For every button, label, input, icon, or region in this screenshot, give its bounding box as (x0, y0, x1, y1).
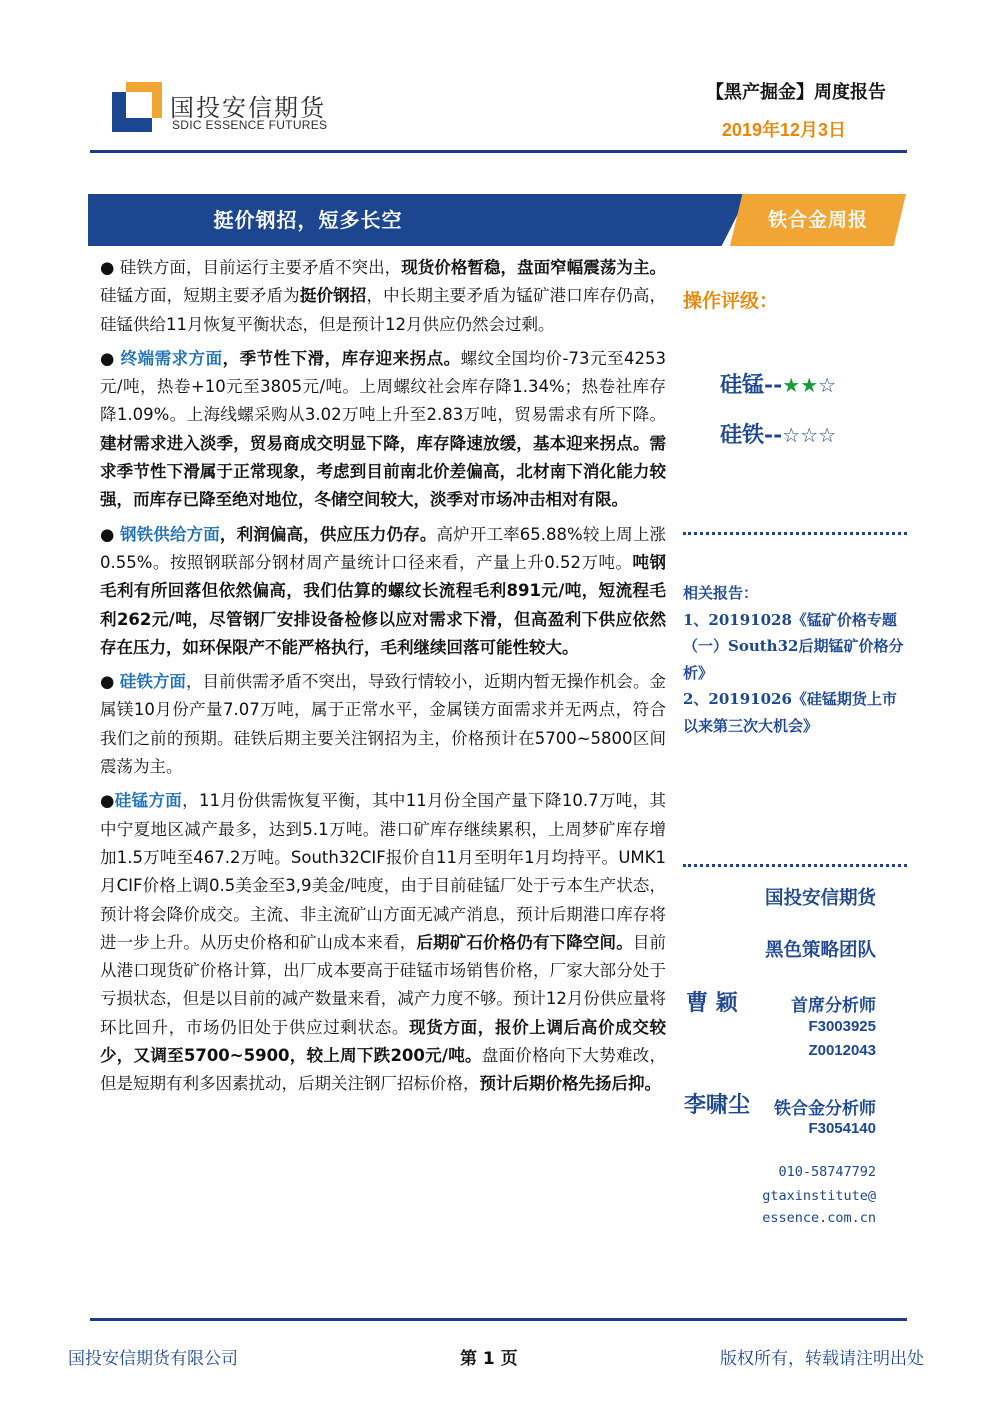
page-number: 第 1 页 (460, 1349, 518, 1369)
analyst-license: F3054140 (808, 1120, 876, 1137)
footer-divider (90, 1318, 907, 1321)
analyst-name: 曹 颖 (686, 990, 738, 1016)
header-divider (90, 150, 907, 153)
paragraph-demand: ● 终端需求方面，季节性下滑，库存迎来拐点。螺纹全国均价-73元至4253元/吨，热卷+10元至3805元/吨。上周螺纹社会库存降1.34%；热卷社库存降1.09%。上海线螺采购从3.02万吨上升至2.83万吨，贸易需求有所下降。建材需求进入淡季，贸易商成交明显下降，库存降速放缓，基本迎来拐点。需求季节性下滑属于正常现象，考虑到目前南北价差偏高，北材南下消化能力较强，而库存已降至绝对地位，冬储空间较大，淡季对市场冲击相对有限。 (100, 348, 666, 510)
footer-copyright: 版权所有，转载请注明出处 (720, 1349, 924, 1369)
company-logo-icon (112, 82, 162, 132)
star-empty-icon: ☆ (818, 373, 837, 397)
paragraph-silicomanganese: ●硅锰方面，11月份供需恢复平衡，其中11月份全国产量下降10.7万吨，其中宁夏地区减产最多，达到5.1万吨。港口矿库存继续累积，上周梦矿库存增加1.5万吨至467.2万吨。South32CIF报价自11月至明年1月均持平。UMK1月CIF价格上调0.5美金至3,9美金/吨度，由于目前硅锰厂处于亏本生产状态，预计将会降价成交。主流、非主流矿山方面无减产消息，预计后期港口库存将进一步上升。从历史价格和矿山成本来看，后期矿石价格仍有下降空间。目前从港口现货矿价格计算，出厂成本要高于硅锰市场销售价格，厂家大部分处于亏损状态，但是以目前的减产数量来看，减产力度不够。预计12月份供应量将环比回升，市场仍旧处于供应过剩状态。现货方面，报价上调后高价成交较少，又调至5700~5900，较上周下跌200元/吨。盘面价格向下大势难改，但是短期有利多因素扰动，后期关注钢厂招标价格，预计后期价格先扬后抑。 (100, 791, 667, 1094)
star-empty-icon: ☆☆☆ (782, 423, 837, 447)
related-reports-title: 相关报告： (683, 584, 759, 602)
footer-company: 国投安信期货有限公司 (68, 1349, 238, 1369)
logo-chinese-name: 国投安信期货 (170, 94, 326, 122)
sidebar-divider (683, 532, 907, 535)
analyst-title: 铁合金分析师 (774, 1099, 876, 1119)
logo-english-name: SDIC ESSENCE FUTURES (172, 118, 328, 132)
contact-email[interactable]: gtaxinstitute@ (762, 1188, 876, 1204)
section-heading-ferrosilicon: 硅铁方面 (119, 672, 186, 692)
section-heading-silicomanganese: 硅锰方面 (114, 791, 183, 811)
star-filled-icon: ★★ (782, 373, 819, 397)
company-name: 国投安信期货 (764, 888, 876, 909)
related-report-link[interactable]: 1、20191028《锰矿价格专题（一）South32后期锰矿价格分析》 (683, 610, 904, 682)
main-content (100, 254, 666, 1105)
rating-silicomanganese: 硅锰--★★☆ (720, 372, 837, 398)
report-category: 铁合金周报 (767, 209, 868, 231)
report-date: 2019年12月3日 (721, 120, 846, 140)
contact-email-domain[interactable]: essence.com.cn (762, 1210, 876, 1226)
analyst-title: 首席分析师 (791, 996, 876, 1016)
paragraph-supply: ● 钢铁供给方面，利润偏高，供应压力仍存。高炉开工率65.88%较上周上涨0.55%。按照钢联部分钢材周产量统计口径来看，产量上升0.52万吨。吨钢毛利有所回落但依然偏高，我们估算的螺纹长流程毛利891元/吨，短流程毛利262元/吨，尽管钢厂安排设备检修以应对需求下滑，但高盈利下供应依然存在压力，如环保限产不能严格执行，毛利继续回落可能性较大。 (100, 524, 667, 657)
team-name: 黑色策略团队 (764, 940, 876, 961)
contact-phone: 010-58747792 (778, 1164, 876, 1180)
analyst-license: Z0012043 (808, 1042, 876, 1059)
analyst-name: 李啸尘 (684, 1092, 751, 1118)
related-reports (683, 580, 908, 739)
related-report-link[interactable]: 2、20191026《硅锰期货上市以来第三次大机会》 (683, 690, 897, 735)
report-type: 【黑产掘金】周度报告 (706, 82, 886, 103)
rating-ferrosilicon: 硅铁--☆☆☆ (720, 422, 837, 448)
sidebar-divider (683, 864, 907, 867)
section-heading-demand: 终端需求方面 (120, 348, 223, 368)
rating-title: 操作评级： (683, 290, 779, 312)
paragraph-ferrosilicon: ● 硅铁方面，目前供需矛盾不突出，导致行情较小，近期内暂无操作机会。金属镁10月份产量7.07万吨，属于正常水平，金属镁方面需求并无两点，符合我们之前的预期。硅铁后期主要关注钢招为主，价格预计在5700~5800区间震荡为主。 (100, 672, 667, 777)
report-title: 挺价钢招，短多长空 (213, 208, 403, 232)
section-heading-supply: 钢铁供给方面 (119, 524, 220, 544)
paragraph-summary: ● 硅铁方面，目前运行主要矛盾不突出，现货价格暂稳，盘面窄幅震荡为主。硅锰方面，短期主要矛盾为挺价钢招，中长期主要矛盾为锰矿港口库存仍高，硅锰供给11月恢复平衡状态，但是预计12月供应仍然会过剩。 (100, 258, 667, 334)
analyst-license: F3003925 (808, 1018, 876, 1035)
